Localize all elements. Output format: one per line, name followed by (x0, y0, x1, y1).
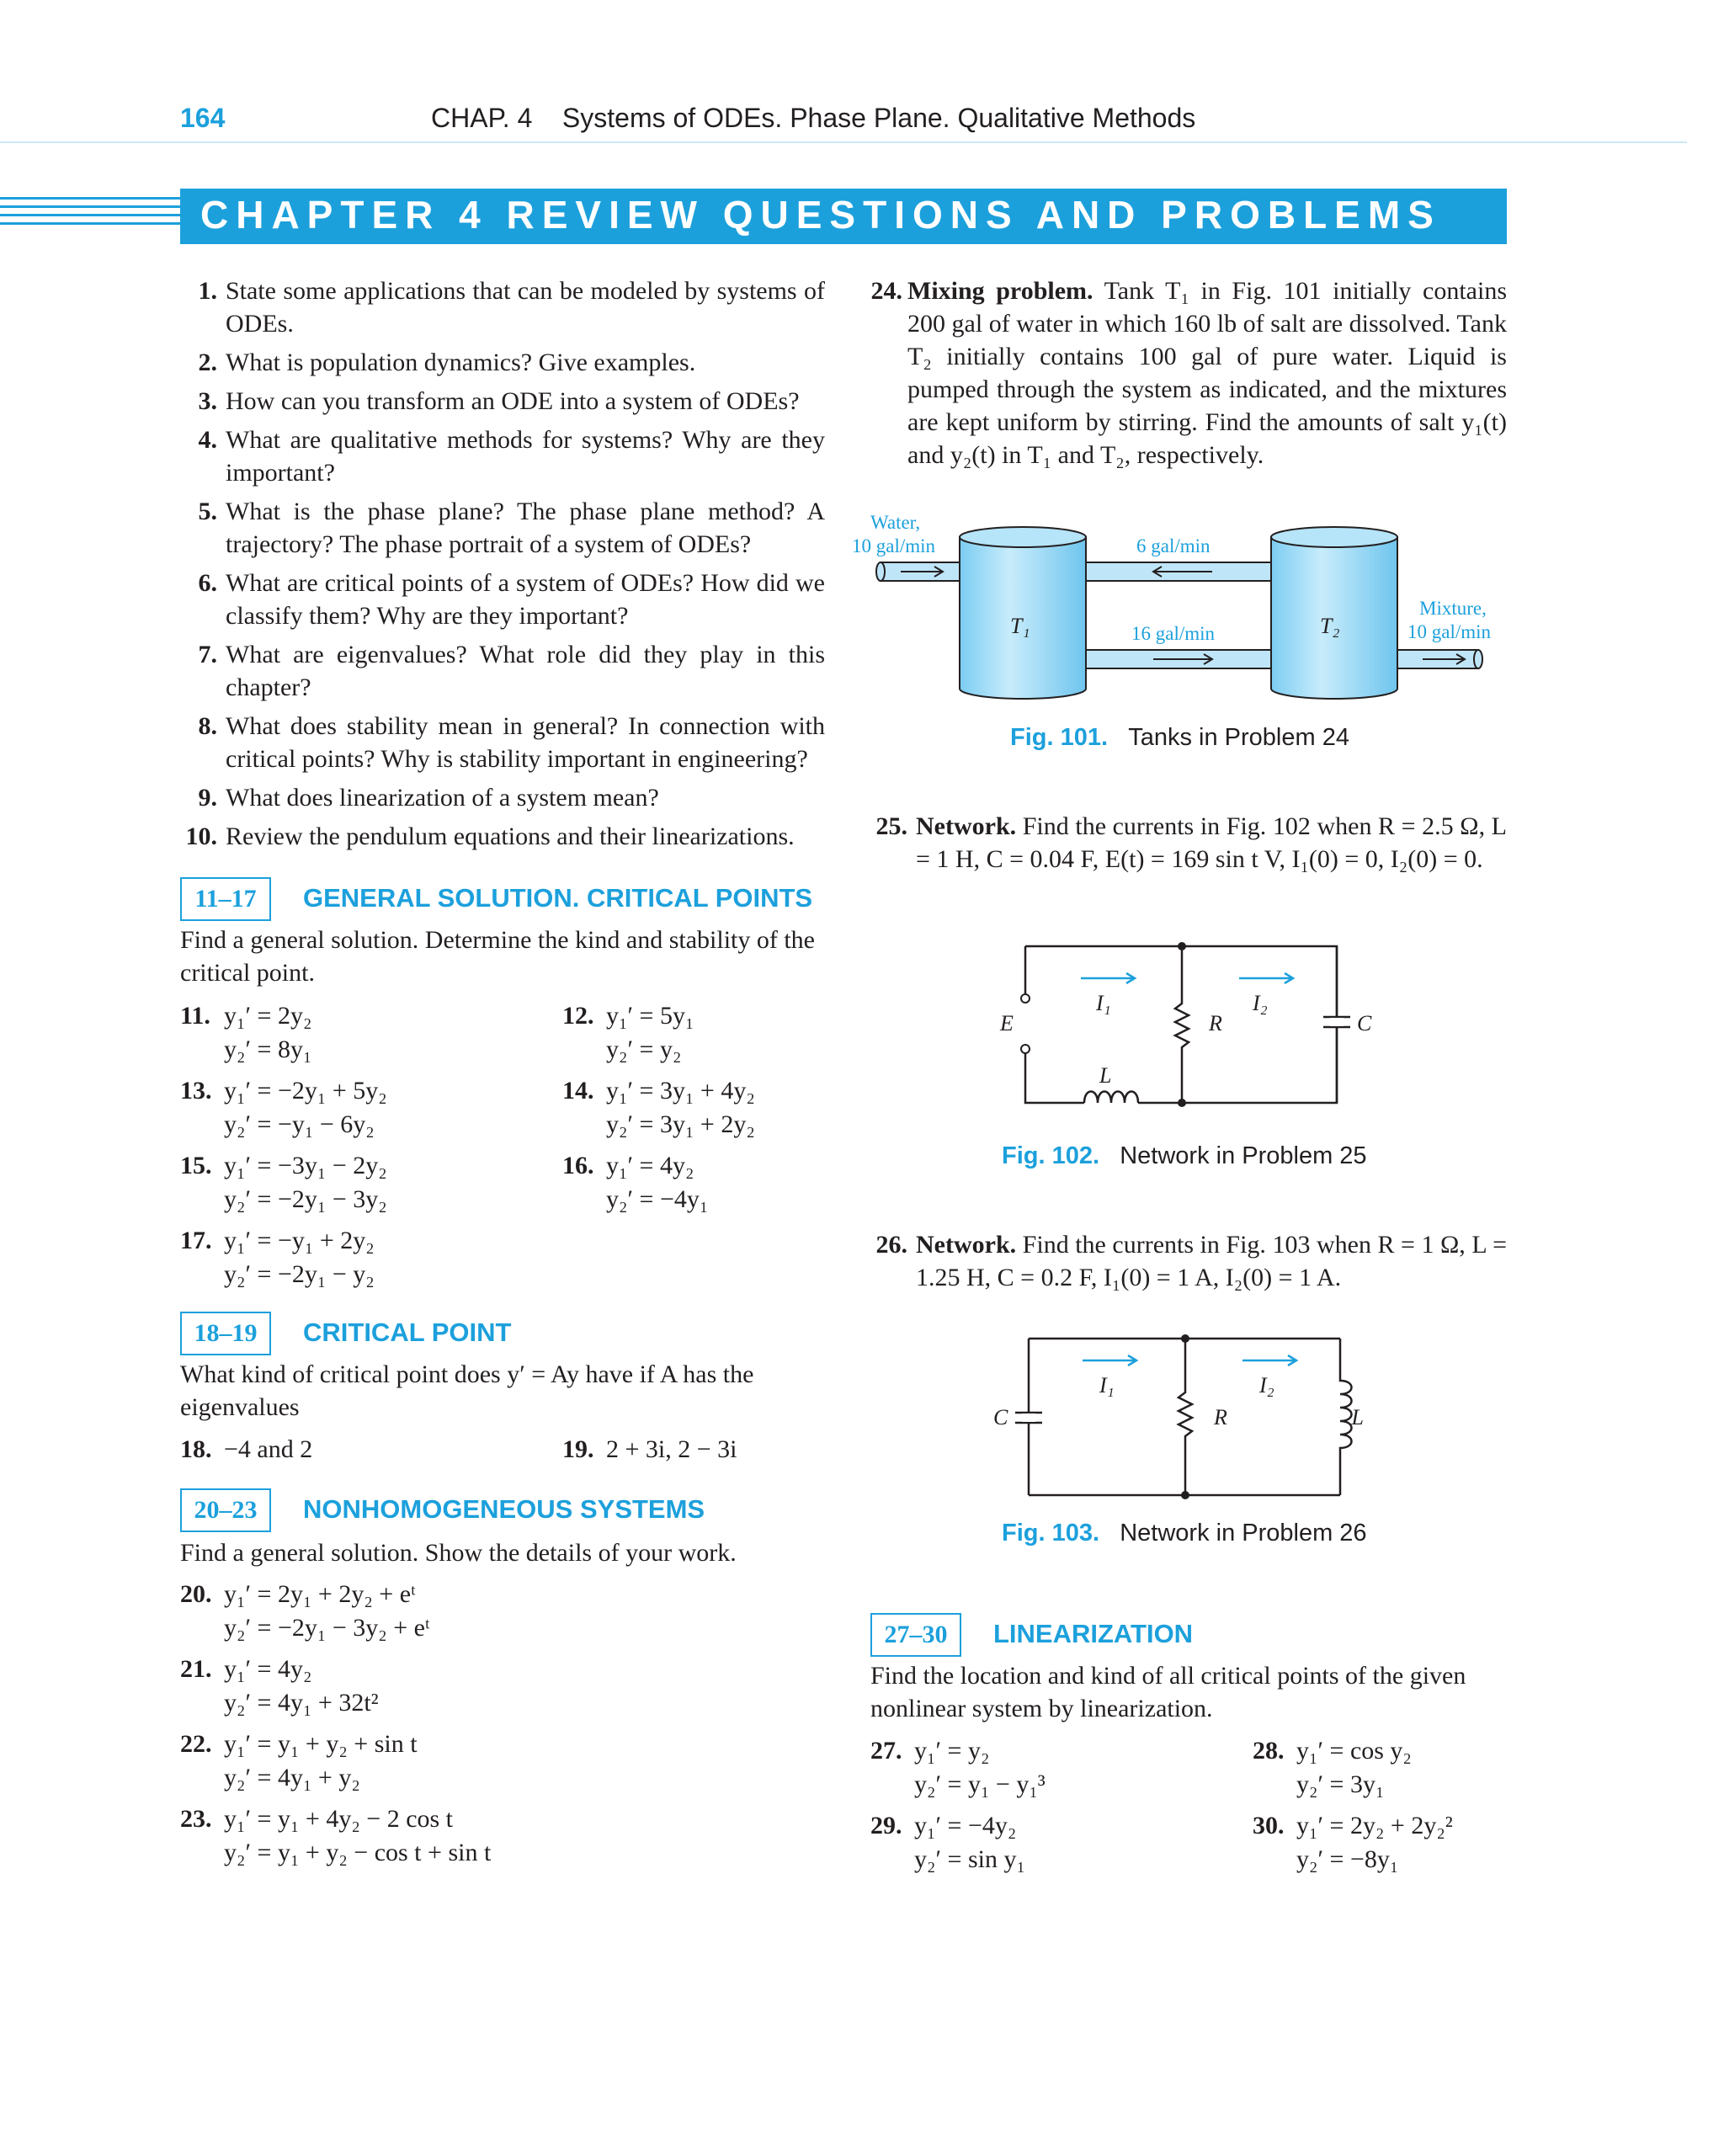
top-rate-label: 6 gal/min (1136, 535, 1211, 556)
banner-stripe (0, 214, 180, 216)
problem-26 (870, 1228, 1507, 1294)
question-number: 5. (198, 498, 217, 525)
question-number: 4. (198, 426, 217, 454)
section-title: NONHOMOGENEOUS SYSTEMS (303, 1494, 705, 1524)
tank-1-top (960, 527, 1086, 547)
banner-stripe (0, 222, 180, 225)
tank-2-top (1271, 527, 1397, 547)
section-title: CRITICAL POINT (303, 1318, 512, 1347)
circuit-diagram-103 (993, 1330, 1364, 1499)
question-text: How can you transform an ODE into a system of ODEs? (226, 387, 800, 415)
junction-node (1181, 1334, 1189, 1343)
section-head-27-30 (870, 1613, 1507, 1655)
resistor (1175, 946, 1189, 1103)
inductor (1340, 1339, 1352, 1495)
resistor (1179, 1339, 1192, 1495)
question-text: What does stability mean in general? In connection with critical points? Why is stability important in engineering? (226, 712, 825, 773)
question-item (180, 638, 825, 704)
question-text: What are qualitative methods for systems? Why are they important? (226, 426, 825, 487)
problem-24 (860, 274, 1507, 471)
question-number: 2. (198, 349, 217, 376)
figure-caption: Tanks in Problem 24 (1128, 724, 1349, 751)
question-number: 1. (198, 277, 217, 305)
running-head (180, 103, 1507, 136)
question-number: 9. (198, 784, 217, 812)
circuit-diagram-102 (993, 936, 1372, 1121)
banner-stripe (0, 197, 180, 200)
source-terminal (1021, 994, 1030, 1003)
problem-text: Tank T₁ in Fig. 101 initially contains 200 gal of water in which 160 lb of salt are dissolved. Tank T₂ initially contains 100 gal of pure water. Liquid is pumped through the system as indicated, and the mixtures are kept uniform by stirring. Find the amounts of salt y₁(t) and y₂(t) in T₁ and T₂, respectively. (907, 277, 1507, 469)
section-head-18-19 (180, 1312, 820, 1354)
r-label: R (1214, 1405, 1227, 1429)
i1-label: I₁ (1099, 1373, 1115, 1397)
problem-number: 26. (875, 1231, 907, 1259)
l-label: L (1351, 1405, 1364, 1429)
section-range: 20–23 (180, 1488, 271, 1532)
e-label: E (1000, 1011, 1014, 1035)
section-head-20-23 (180, 1488, 820, 1530)
question-number: 8. (198, 712, 217, 740)
banner-stripe (0, 205, 180, 208)
tank-1-label: T₁ (1010, 614, 1030, 638)
problem-heading: Network. (916, 812, 1017, 840)
tanks-diagram (842, 505, 1507, 758)
question-item (180, 495, 825, 561)
mixture-rate-label: 10 gal/min (1407, 621, 1492, 642)
question-text: What are critical points of a system of ODEs? How did we classify them? Why are they important? (226, 569, 825, 630)
problem-25 (870, 810, 1507, 876)
tank-2-label: T₂ (1320, 614, 1340, 638)
question-item (180, 274, 825, 340)
problem-text: Find the currents in Fig. 103 when R = 1 Ω, L = 1.25 H, C = 0.2 F, I₁(0) = 1 A, I₂(0) = 1 A. (916, 1231, 1507, 1291)
question-number: 3. (198, 387, 217, 415)
question-text: What is population dynamics? Give examples. (226, 349, 696, 376)
section-range: 18–19 (180, 1312, 271, 1355)
problem-text: Find the currents in Fig. 102 when R = 2.5 Ω, L = 1 H, C = 0.04 F, E(t) = 169 sin t V, I₁(0) = 0, I₂(0) = 0. (916, 812, 1507, 873)
question-number: 7. (198, 641, 217, 668)
section-intro: Find a general solution. Determine the kind and stability of the critical point. (180, 926, 815, 987)
problem-heading: Network. (916, 1231, 1017, 1259)
question-item (180, 567, 825, 632)
figure-label: Fig. 102. (1002, 1142, 1100, 1169)
page-number: 164 (180, 103, 226, 133)
current-arrow-icon (1083, 1355, 1136, 1365)
question-text: What is the phase plane? The phase plane method? A trajectory? The phase portrait of a system of ODEs? (226, 498, 825, 558)
r-label: R (1209, 1011, 1222, 1035)
section-intro: Find the location and kind of all critical points of the given nonlinear system by linearization. (870, 1662, 1466, 1722)
section-head-11-17 (180, 877, 820, 919)
problem-number: 24. (870, 277, 902, 305)
current-arrow-icon (1081, 973, 1135, 983)
problem-number: 25. (875, 812, 907, 840)
question-text: Review the pendulum equations and their linearizations. (226, 822, 795, 850)
inlet-pipe-end (876, 562, 885, 581)
fig-102-caption (1002, 1142, 1367, 1170)
water-label: Water, (870, 512, 921, 533)
figure-label: Fig. 103. (1002, 1520, 1100, 1546)
current-arrow-icon (1239, 973, 1293, 983)
question-item (180, 710, 825, 775)
chapter-banner (180, 189, 1507, 244)
figure-caption: Network in Problem 26 (1120, 1520, 1367, 1546)
section-title: LINEARIZATION (993, 1619, 1194, 1648)
i2-label: I₂ (1253, 991, 1268, 1015)
i2-label: I₂ (1259, 1373, 1274, 1397)
junction-node (1178, 1099, 1186, 1107)
current-arrow-icon (1242, 1355, 1296, 1365)
section-intro: Find a general solution. Show the details of your work. (180, 1539, 737, 1567)
question-item (180, 346, 825, 379)
banner-title: CHAPTER 4 REVIEW QUESTIONS AND PROBLEMS (200, 193, 1441, 237)
c-label: C (993, 1405, 1008, 1429)
bottom-rate-label: 16 gal/min (1131, 623, 1216, 644)
water-rate-label: 10 gal/min (852, 535, 936, 556)
question-item (180, 781, 825, 814)
question-number: 6. (198, 569, 217, 597)
section-range: 27–30 (870, 1613, 961, 1657)
question-text: State some applications that can be modeled by systems of ODEs. (226, 277, 825, 338)
figure-label: Fig. 101. (1010, 724, 1109, 751)
chapter-title: CHAP. 4 Systems of ODEs. Phase Plane. Qualitative Methods (431, 103, 1196, 133)
problem-heading: Mixing problem. (907, 277, 1093, 305)
section-intro: What kind of critical point does y′ = Ay have if A has the eigenvalues (180, 1360, 754, 1421)
l-label: L (1099, 1063, 1112, 1088)
fig-101-caption (1010, 724, 1349, 752)
junction-node (1178, 942, 1186, 950)
c-label: C (1357, 1011, 1372, 1035)
i1-label: I₁ (1096, 991, 1111, 1015)
question-text: What does linearization of a system mean? (226, 784, 659, 812)
question-item (180, 385, 825, 418)
figure-caption: Network in Problem 25 (1120, 1142, 1367, 1169)
junction-node (1181, 1491, 1189, 1499)
header-rule (0, 141, 1687, 143)
question-item (180, 820, 825, 853)
section-title: GENERAL SOLUTION. CRITICAL POINTS (303, 883, 813, 913)
mixture-label: Mixture, (1419, 598, 1487, 619)
fig-103-caption (1002, 1520, 1367, 1547)
outlet-pipe-end (1474, 650, 1482, 668)
question-item (180, 423, 825, 489)
question-number: 10. (185, 822, 217, 850)
inductor (1084, 1092, 1138, 1104)
section-range: 11–17 (180, 877, 271, 921)
source-terminal (1021, 1045, 1030, 1053)
question-text: What are eigenvalues? What role did they play in this chapter? (226, 641, 825, 701)
